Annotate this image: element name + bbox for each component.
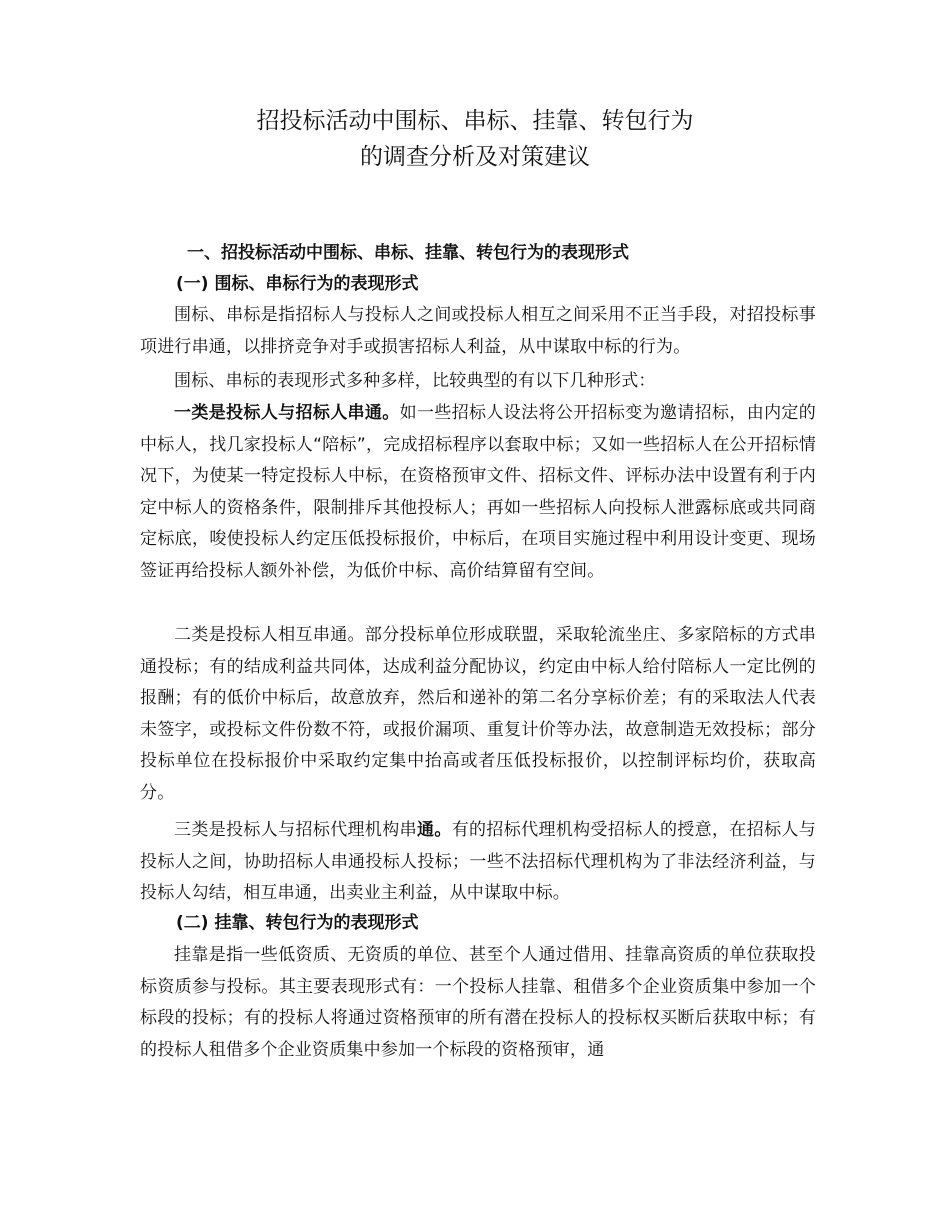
paragraph-type1-lead: 一类是投标人与招标人串通。 <box>174 403 400 423</box>
paragraph-type3-lead-bold: 通。 <box>416 820 452 840</box>
document-title-line1: 招投标活动中围标、串标、挂靠、转包行为 <box>256 108 694 134</box>
subsection2-heading: (二) 挂靠、转包行为的表现形式 <box>176 913 419 933</box>
paragraph-type3 <box>140 815 816 910</box>
paragraph-type3-body: 有的招标代理机构受招标人的授意，在招标人与投标人之间，协助招标人串通投标人投标；一些不法招标代理机构为了非法经济利益，与投标人勾结，相互串通，出卖业主利益，从中谋取中标。 <box>140 820 816 903</box>
paragraph-type3-lead: 三类是投标人与招标代理机构串 <box>174 820 417 840</box>
subsection1-heading: (一) 围标、串标行为的表现形式 <box>176 274 419 294</box>
paragraph-definition: 围标、串标是指招标人与投标人之间或投标人相互之间采用不正当手段，对招投标事项进行串通，以排挤竞争对手或损害招标人利益，从中谋取中标的行为。 <box>140 305 816 357</box>
paragraph-type1-body: 如一些招标人设法将公开招标变为邀请招标，由内定的中标人，找几家投标人“陪标”，完成招标程序以套取中标；又如一些招标人在公开招标情况下，为使某一特定投标人中标，在资格预审文件、招标文件、评标办法中设置有利于内定中标人的资格条件，限制排斥其他投标人；再如一些招标人向投标人泄露标底或共同商定标底，唆使投标人约定压低投标报价，中标后，在项目实施过程中利用设计变更、现场签证再给投标人额外补偿，为低价中标、高价结算留有空间。 <box>140 403 816 581</box>
paragraph-type1 <box>140 398 816 587</box>
paragraph-type2: 二类是投标人相互串通。部分投标单位形成联盟，采取轮流坐庄、多家陪标的方式串通投标；有的结成利益共同体，达成利益分配协议，约定由中标人给付陪标人一定比例的报酬；有的低价中标后，故意放弃，然后和递补的第二名分享标价差；有的采取法人代表未签字，或投标文件份数不符，或报价漏项、重复计价等办法，故意制造无效投标；部分投标单位在投标报价中采取约定集中抬高或者压低投标报价，以控制评标均价，获取高分。 <box>140 625 816 803</box>
document-title-line2: 的调查分析及对策建议 <box>360 144 590 170</box>
paragraph-affiliation: 挂靠是指一些低资质、无资质的单位、甚至个人通过借用、挂靠高资质的单位获取投标资质参与投标。其主要表现形式有：一个投标人挂靠、租借多个企业资质集中参加一个标段的投标；有的投标人将通过资格预审的所有潜在投标人的投标权买断后获取中标；有的投标人租借多个企业资质集中参加一个标段的资格预审，通 <box>140 945 816 1060</box>
paragraph-forms-intro: 围标、串标的表现形式多种多样，比较典型的有以下几种形式： <box>174 371 656 391</box>
section1-heading: 一、招投标活动中围标、串标、挂靠、转包行为的表现形式 <box>187 243 629 263</box>
